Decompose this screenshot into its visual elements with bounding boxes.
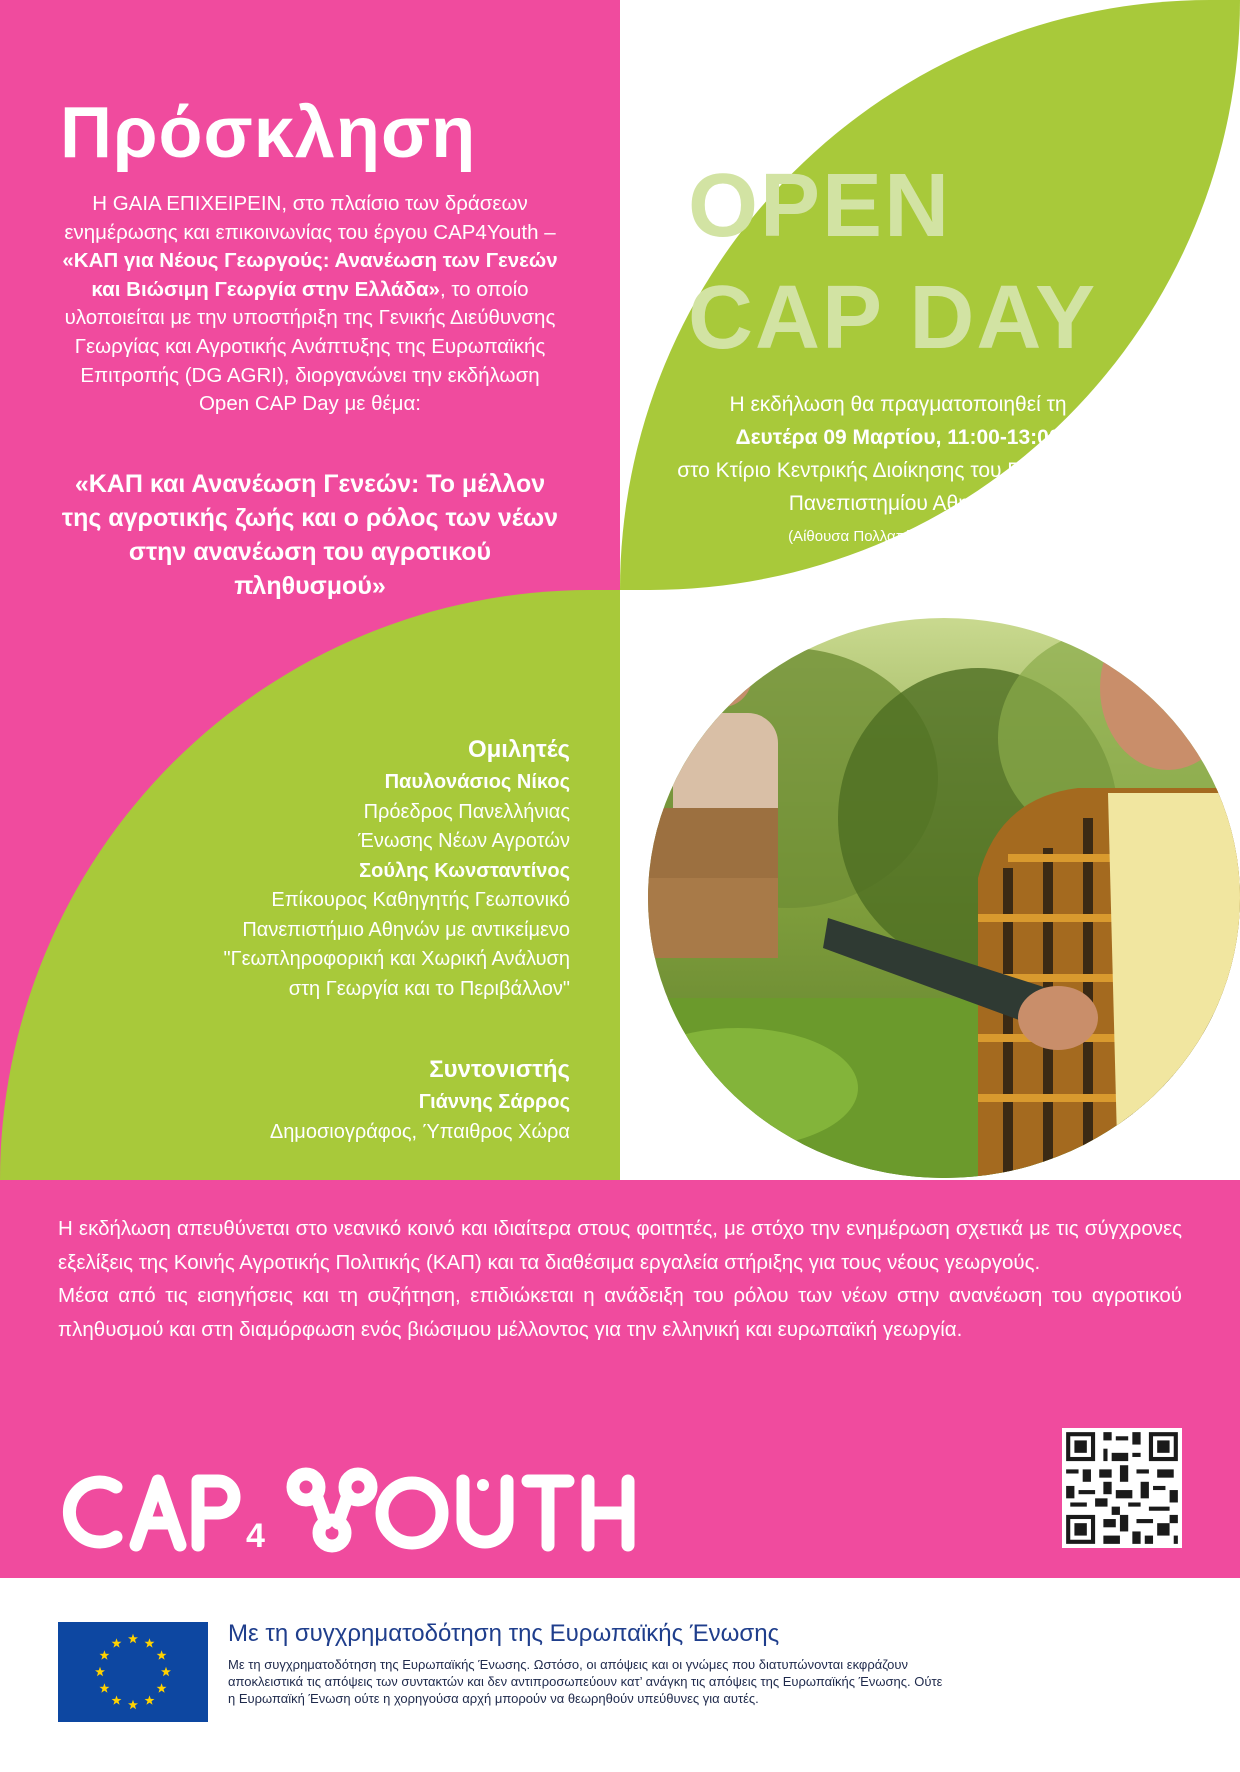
event-heading-line2: CAP DAY: [688, 268, 1098, 368]
event-heading-line1: OPEN: [688, 156, 952, 256]
speakers-section: [150, 732, 570, 1004]
event-info: [668, 388, 1128, 553]
eu-star: [128, 1634, 138, 1643]
intro-text-part1: Η GAIA ΕΠΙΧΕΙΡΕΙΝ, στο πλαίσιο των δράσεων ενημέρωσης και επικοινωνίας του έργου CAP4Youth –: [64, 192, 556, 244]
coordinator-role: Δημοσιογράφος, Ύπαιθρος Χώρα: [269, 1120, 570, 1143]
event-heading: [688, 150, 1097, 374]
description-paragraph: Η εκδήλωση απευθύνεται στο νεανικό κοινό και ιδιαίτερα στους φοιτητές, με στόχο την ενημέρωση σχετικά με τις σύγχρονες εξελίξεις της Κοινής Αγροτικής Πολιτικής (ΚΑΠ) και τα διαθέσιμα εργαλεία στήριξης για τους νέους γεωργούς.: [58, 1217, 1182, 1274]
event-topic: «ΚΑΠ και Ανανέωση Γενεών: Το μέλλον της αγροτικής ζωής και ο ρόλος των νέων στην ανανέωση του αγροτικού πληθυσμού»: [61, 470, 559, 600]
coordinator-heading: Συντονιστής: [429, 1056, 570, 1083]
speaker-name: Παυλονάσιος Νίκος: [384, 771, 570, 793]
eu-star: [161, 1667, 171, 1676]
project-name: «ΚΑΠ για Νέους Γεωργούς: Ανανέωση των Γενεών και Βιώσιμη Γεωργία στην Ελλάδα»: [62, 249, 558, 301]
eu-star: [145, 1638, 155, 1647]
cap4youth-logo: [58, 1465, 648, 1555]
speaker-role: Επίκουρος Καθηγητής Γεωπονικό Πανεπιστήμιο Αθηνών με αντικείμενο "Γεωπληροφορική και Χωρική Ανάλυση στη Γεωργία και το Περιβάλλον": [223, 889, 570, 1000]
intro-paragraph: [60, 190, 560, 419]
eu-star: [157, 1650, 167, 1659]
event-venue: στο Κτίριο Κεντρικής Διοίκησης του Γεωπονικού Πανεπιστημίου Αθηνών: [677, 459, 1119, 515]
eu-star: [112, 1638, 122, 1647]
event-description: [58, 1212, 1182, 1346]
eu-star: [99, 1650, 109, 1659]
intro-text-part2: , το οποίο υλοποιείται με την υποστήριξη της Γενικής Διεύθυνσης Γεωργίας και Αγροτικής Ανάπτυξης της Ευρωπαϊκής Επιτροπής (DG AGRI), διοργανώνει την εκδήλωση Open CAP Day με θέμα:: [64, 277, 556, 416]
eu-stars-icon: [58, 1622, 208, 1722]
eu-star: [99, 1683, 109, 1692]
speakers-heading: Ομιλητές: [467, 736, 570, 763]
eu-star: [157, 1683, 167, 1692]
farmers-photo: [648, 618, 1240, 1178]
coordinator-name: Γιάννης Σάρρος: [418, 1091, 570, 1113]
svg-text:4: 4: [246, 1517, 265, 1555]
qr-code[interactable]: [1062, 1428, 1182, 1548]
orchard-photo-illustration: [648, 618, 1240, 1178]
eu-flag: [58, 1622, 208, 1722]
eu-star: [128, 1700, 138, 1709]
event-intro: Η εκδήλωση θα πραγματοποιηθεί τη: [729, 393, 1067, 416]
eu-cofunding-title: Με τη συγχρηματοδότηση της Ευρωπαϊκής Ένωσης: [228, 1620, 780, 1647]
eu-disclaimer: Με τη συγχρηματοδότηση της Ευρωπαϊκής Ένωσης. Ωστόσο, οι απόψεις και οι γνώμες που διατυπώνονται εκφράζουν αποκλειστικά τις απόψεις των συντακτών και δεν αντιπροσωπεύουν κατ’ ανάγκη τις απόψεις της Ευρωπαϊκής Ένωσης. Ούτε η Ευρωπαϊκή Ένωση ούτε η χορηγούσα αρχή μπορούν να θεωρηθούν υπεύθυνες για αυτές.: [228, 1657, 943, 1706]
event-date: Δευτέρα 09 Μαρτίου, 11:00-13:00: [735, 426, 1061, 449]
speaker-name: Σούλης Κωνσταντίνος: [359, 859, 570, 882]
eu-star: [112, 1695, 122, 1704]
speaker-role: Πρόεδρος Πανελλήνιας Ένωσης Νέων Αγροτών: [358, 800, 570, 852]
event-room: (Αίθουσα Πολλαπλών Χρήσεων).: [788, 528, 1008, 545]
eu-star: [145, 1695, 155, 1704]
page-title: Πρόσκληση: [60, 93, 477, 173]
coordinator-section: [150, 1052, 570, 1147]
description-paragraph: Μέσα από τις εισηγήσεις και τη συζήτηση, επιδιώκεται η ανάδειξη του ρόλου των νέων στην ανανέωση του αγροτικού πληθυσμού και στη διαμόρφωση ενός βιώσιμου μέλλοντος για την ελληνική και ευρωπαϊκή γεωργία.: [58, 1284, 1182, 1341]
eu-star: [95, 1667, 105, 1676]
